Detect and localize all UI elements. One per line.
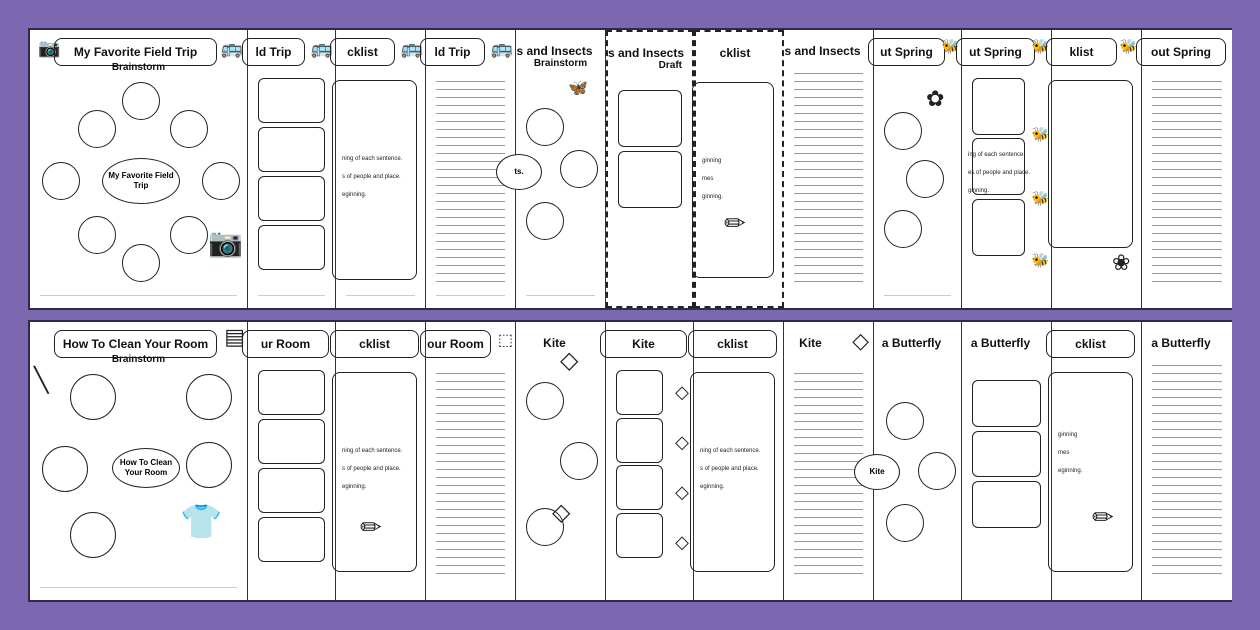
kite-icon: ◇ — [560, 347, 579, 374]
pencil-icon: ✏ — [1092, 502, 1114, 532]
web-circle — [526, 202, 564, 240]
sheet-title: My Favorite Field Trip — [54, 38, 217, 66]
checklist-line: ginning — [702, 158, 722, 164]
sheet-spring-brainstorm — [874, 30, 962, 308]
checklist-line: ginning — [1058, 432, 1078, 438]
web-circle — [42, 446, 88, 492]
sheet-spring-draft — [962, 30, 1052, 308]
sheet-title: cklist — [330, 38, 395, 66]
checklist-line: s of people and place. — [342, 174, 401, 180]
sheet-kite-checklist — [694, 322, 784, 600]
kite-icon: ◇ — [675, 382, 689, 402]
writing-boxes — [616, 370, 663, 574]
web-circle — [170, 110, 208, 148]
camera-icon: 📷 — [38, 38, 61, 58]
sheet-clean-room-brainstorm — [30, 322, 248, 600]
shirt-icon: 👕 — [180, 503, 223, 541]
checklist-line: mes — [1058, 450, 1070, 456]
web-circle — [560, 442, 598, 480]
web-circle — [70, 374, 116, 420]
web-circle — [202, 162, 240, 200]
web-circle — [918, 452, 956, 490]
bus-icon: 🚌 — [220, 38, 243, 58]
web-circle — [886, 504, 924, 542]
sheet-title: ut Spring — [868, 38, 945, 66]
checklist-line: es of people and place. — [968, 170, 1031, 176]
checklist-text — [700, 442, 779, 496]
sheet-clean-room-draft — [248, 322, 336, 600]
box-icon: ⬚ — [497, 332, 513, 349]
stove-icon: ▤ — [224, 324, 245, 349]
sheet-subtitle: Brainstorm — [111, 354, 166, 365]
sheet-footer — [526, 295, 595, 302]
web-circle — [42, 162, 80, 200]
sheet-title: klist — [1046, 38, 1117, 66]
checklist-line: ning of each sentence. — [700, 448, 761, 454]
writing-boxes — [972, 380, 1041, 574]
sheet-title: out Spring — [1136, 38, 1226, 66]
sheet-butterfly-final — [1142, 322, 1232, 600]
sheet-title: s and Insects — [607, 46, 685, 60]
web-circle — [884, 112, 922, 150]
web-circle — [122, 244, 160, 282]
bee-icon: 🐝 — [1119, 38, 1137, 54]
writing-lines — [794, 66, 863, 282]
bus-icon: 🚌 — [400, 38, 423, 58]
broom-icon: ╲ — [34, 367, 49, 394]
web-circle — [906, 160, 944, 198]
checklist-text — [342, 150, 421, 204]
sheet-subtitle: Brainstorm — [111, 62, 166, 73]
sheet-title: our Room — [420, 330, 491, 358]
checklist-line: eginning. — [342, 192, 367, 198]
web-circle — [170, 216, 208, 254]
bee-icon: 🐝 — [1031, 126, 1049, 142]
sheet-title: s and Insects — [784, 44, 861, 58]
camera-icon: 📷 — [208, 227, 243, 258]
checklist-line: eginning. — [700, 484, 725, 490]
kite-icon: ◇ — [675, 482, 689, 502]
checklist-line: ginning. — [968, 188, 990, 194]
sheet-insects-draft — [606, 30, 694, 308]
web-circle — [526, 108, 564, 146]
kite-icon: ◇ — [552, 499, 571, 526]
sheet-title: Kite — [799, 336, 822, 350]
web-circle — [186, 374, 232, 420]
sheet-field-trip-checklist — [336, 30, 426, 308]
writing-lines — [436, 366, 505, 574]
sheet-insects-brainstorm — [516, 30, 606, 308]
checklist-line: s of people and place. — [700, 466, 759, 472]
center-oval: My Favorite Field Trip — [102, 158, 180, 204]
sheet-footer — [346, 295, 415, 302]
sheet-title: cklist — [719, 46, 751, 60]
center-oval: ts. — [496, 154, 542, 190]
checklist-text — [1058, 426, 1137, 480]
kite-icon: ◇ — [675, 432, 689, 452]
web-circle — [526, 382, 564, 420]
sheet-insects-checklist — [694, 30, 784, 308]
flower-icon: ✿ — [926, 86, 945, 111]
web-circle — [884, 210, 922, 248]
sheet-footer — [436, 295, 505, 302]
butterfly-icon: 🦋 — [568, 80, 588, 97]
web-circle — [186, 442, 232, 488]
checklist-line: ing of each sentence. — [968, 152, 1026, 158]
kite-icon: ◇ — [675, 532, 689, 552]
writing-lines — [1152, 358, 1222, 574]
sheet-title: cklist — [688, 330, 777, 358]
bus-icon: 🚌 — [490, 38, 513, 58]
center-oval: How To Clean Your Room — [112, 448, 180, 488]
checklist-line: s of people and place. — [342, 466, 401, 472]
web-circle — [560, 150, 598, 188]
checklist-line: eginning. — [1058, 468, 1083, 474]
sheet-title: a Butterfly — [970, 336, 1031, 350]
checklist-line: ning of each sentence. — [342, 448, 403, 454]
sheet-subtitle: Brainstorm — [533, 58, 588, 69]
web-circle — [122, 82, 160, 120]
sheet-spring-final — [1142, 30, 1232, 308]
writing-boxes — [258, 78, 325, 282]
sheet-clean-room-checklist — [336, 322, 426, 600]
web-circle — [78, 216, 116, 254]
checklist-line: mes — [702, 176, 714, 182]
sheet-spring-checklist — [1052, 30, 1142, 308]
sheet-title: Kite — [600, 330, 687, 358]
pencil-icon: ✏ — [360, 512, 382, 542]
sheet-title: ur Room — [242, 330, 329, 358]
checklist-line: ning of each sentence. — [342, 156, 403, 162]
writing-boxes — [258, 370, 325, 574]
bee-icon: 🐝 — [1031, 190, 1049, 206]
kite-icon: ◇ — [852, 328, 869, 353]
checklist-text — [702, 152, 778, 206]
sheet-footer — [884, 295, 951, 302]
sheet-footer — [258, 295, 325, 302]
checklist-line: ginning. — [702, 194, 724, 200]
sheet-title: s and Insects — [516, 44, 593, 58]
sheet-footer — [40, 295, 237, 302]
sheet-subtitle: Draft — [658, 60, 682, 71]
sheet-title: cklist — [330, 330, 419, 358]
writing-lines — [436, 74, 505, 282]
writing-lines — [1152, 74, 1222, 282]
writing-lines — [794, 366, 863, 574]
writing-boxes — [618, 90, 682, 280]
sheet-title: a Butterfly — [1151, 336, 1211, 350]
bee-icon: 🐝 — [1031, 252, 1049, 268]
web-circle — [886, 402, 924, 440]
flower-icon: ❀ — [1112, 250, 1131, 275]
bee-icon: 🐝 — [941, 38, 959, 54]
sheet-butterfly-draft — [962, 322, 1052, 600]
checklist-line: eginning. — [342, 484, 367, 490]
worksheet-panel-bottom — [28, 320, 1232, 602]
sheet-butterfly-brainstorm — [869, 322, 962, 600]
sheet-kite-brainstorm — [516, 322, 606, 600]
sheet-butterfly-checklist — [1052, 322, 1142, 600]
web-circle — [78, 110, 116, 148]
pencil-icon: ✏ — [724, 208, 746, 238]
sheet-title: a Butterfly — [881, 336, 942, 350]
sheet-title: ut Spring — [956, 38, 1035, 66]
worksheet-panel-top — [28, 28, 1232, 310]
sheet-title: ld Trip — [242, 38, 305, 66]
checklist-text — [342, 442, 421, 496]
sheet-title: Kite — [543, 336, 566, 350]
center-oval: Kite — [854, 454, 900, 490]
bus-icon: 🚌 — [310, 38, 333, 58]
sheet-kite-draft — [606, 322, 694, 600]
sheet-field-trip-draft — [248, 30, 336, 308]
sheet-title: How To Clean Your Room — [54, 330, 217, 358]
web-circle — [70, 512, 116, 558]
sheet-footer — [40, 587, 237, 594]
sheet-title: cklist — [1046, 330, 1135, 358]
bee-icon: 🐝 — [1031, 38, 1049, 54]
checklist-box — [1048, 80, 1133, 248]
sheet-clean-room-final — [426, 322, 516, 600]
sheet-field-trip-brainstorm — [30, 30, 248, 308]
sheet-insects-final — [784, 30, 874, 308]
sheet-title: ld Trip — [420, 38, 485, 66]
